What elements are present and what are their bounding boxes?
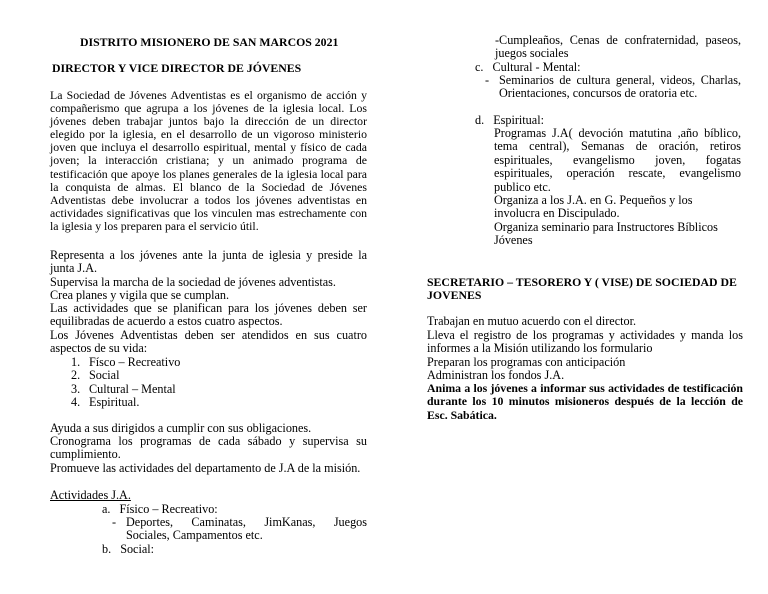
activity-c-title: Cultural - Mental: — [492, 60, 581, 74]
activity-b-title: Social: — [120, 542, 155, 556]
duty-8: Promueve las actividades del departamento de J.A de la misión. — [50, 461, 361, 475]
aspect-item: 3. Cultural – Mental — [71, 381, 176, 396]
secretary-bold-line: Anima a los jóvenes a informar sus actividades de testificación durante los 10 minutos misioneros después de la lección de Esc. Sabática. — [427, 381, 743, 422]
aspect-item: 1. Físco – Recreativo — [71, 355, 181, 369]
activity-b — [102, 543, 362, 556]
duty-4: Las actividades que se planifican para los jóvenes deben ser equilibradas de acuerdo a estos cuatro aspectos. — [50, 301, 367, 329]
activity-d-label: d. — [475, 113, 485, 127]
aspects-list — [71, 355, 349, 410]
secretary-line: Trabajan en mutuo acuerdo con el director. — [427, 314, 637, 328]
activity-a-label: a. — [102, 502, 111, 516]
intro-paragraph: La Sociedad de Jóvenes Adventistas es el organismo de acción y compañerismo que agrupa a los jóvenes de la iglesia local. Los jóvenes deben trabajar juntos bajo la dirección de un director elegido por la iglesia, en el desarrollo de un vigoroso ministerio joven que incluya el desarrollo espiritual, mental y físico de cada joven; la interacción cristiana; y un animado programa de testificación que apoye los planes generales de la iglesia local para la conquista de almas. El blanco de la Sociedad de Jóvenes Adventistas debe involucrar a todos los jóvenes adventistas en actividades significativas que los vinculen mas estrechamente con la iglesia y los preparen para el servicio útil. — [50, 88, 367, 233]
activity-c-label: c. — [475, 60, 484, 74]
aspect-item: 2. Social — [71, 368, 120, 383]
duty-6: Ayuda a sus dirigidos a cumplir con sus obligaciones. — [50, 421, 312, 435]
activity-d-line: Organiza seminario para Instructores Bíblicos Jóvenes — [494, 220, 718, 248]
duty-3: Crea planes y vigila que se cumplan. — [50, 288, 230, 302]
district-title: DISTRITO MISIONERO DE SAN MARCOS 2021 — [80, 35, 339, 49]
secretary-line: Preparan los programas con anticipación — [427, 355, 626, 369]
activities-title: Actividades J.A. — [50, 488, 131, 502]
activity-d-line: Organiza a los J.A. en G. Pequeños y los involucra en Discipulado. — [494, 193, 693, 221]
secretary-line: Administran los fondos J.A. — [427, 368, 565, 382]
activity-c-item: - Seminarios de cultura general, videos, Charlas, Orientaciones, concursos de oratoria etc. — [485, 73, 741, 101]
duty-2: Supervisa la marcha de la sociedad de jóvenes adventistas. — [50, 275, 336, 289]
duty-1: Representa a los jóvenes ante la junta de iglesia y preside la junta J.A. — [50, 248, 367, 276]
duty-7: Cronograma los programas de cada sábado y supervisa su cumplimiento. — [50, 434, 367, 462]
social-item: -Cumpleaños, Cenas de confraternidad, paseos, juegos sociales — [495, 33, 741, 61]
activity-d-title: Espiritual: — [493, 113, 544, 127]
director-heading: DIRECTOR Y VICE DIRECTOR DE JÓVENES — [52, 61, 302, 75]
secretary-line: Lleva el registro de los programas y actividades y manda los informes a la Misión utilizando los formulario — [427, 328, 743, 356]
activity-a-bullet: - — [112, 515, 117, 529]
duty-5: Los Jóvenes Adventistas deben ser atendidos en sus cuatro aspectos de su vida: — [50, 328, 367, 356]
activity-a-item: - Deportes, Caminatas, JimKanas, Juegos Sociales, Campamentos etc. — [112, 515, 367, 543]
secretary-heading: SECRETARIO – TESORERO Y ( VISE) DE SOCIEDAD DE JOVENES — [427, 275, 737, 303]
activity-d-line: Programas J.A( devoción matutina ,año bíblico, tema central), Semanas de oración, retiros espirituales, evangelismo joven, fogatas espirituales, operación rescate, evangelismo publico etc. — [494, 126, 741, 194]
aspect-item: 4. Espiritual. — [71, 395, 140, 410]
activity-c-bullet: - — [485, 73, 490, 87]
activity-a-title: Físico – Recreativo: — [119, 502, 218, 516]
activity-b-label: b. — [102, 542, 112, 556]
